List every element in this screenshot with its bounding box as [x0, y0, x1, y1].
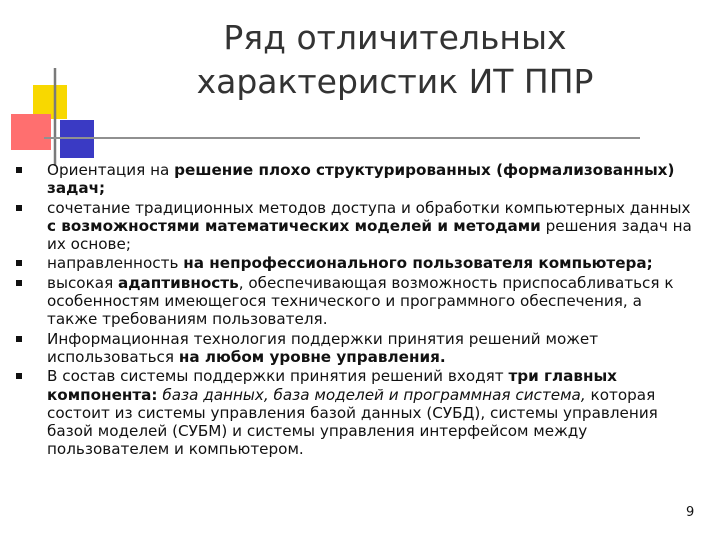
- bullet-text-run: Ориентация на: [47, 161, 175, 179]
- bullet-text-run: , обеспечивающая возможность приспосабливаться к особенностям имеющегося технического и программного обеспечения, а также требованиям пользователя.: [47, 273, 674, 329]
- bullet-text-run: адаптивность: [118, 273, 239, 292]
- slide-title: [160, 16, 630, 104]
- bullet-text-run: В состав системы поддержки принятия решений входят: [47, 367, 509, 386]
- bullet-item: [14, 199, 694, 254]
- bullet-list: [14, 161, 694, 460]
- red-square: [11, 114, 51, 150]
- title-line-1: Ряд отличительных: [223, 18, 567, 57]
- bullet-marker-icon: [16, 280, 22, 286]
- page-number: 9: [686, 505, 695, 520]
- bullet-marker-icon: [16, 205, 22, 211]
- bullet-item: [14, 254, 694, 272]
- bullet-text-run: на непрофессионального пользователя компьютера;: [183, 254, 653, 273]
- bullet-text-run: на любом уровне управления.: [178, 347, 446, 366]
- bullet-text-run: которая состоит из системы управления базой данных (СУБД), системы управления базой моделей (СУБМ) и системы управления интерфейсом между пользователем и компьютером.: [47, 385, 658, 459]
- bullet-text-run: с возможностями математических моделей и методами: [47, 216, 541, 235]
- bullet-item: [14, 161, 694, 198]
- bullet-marker-icon: [16, 167, 22, 173]
- bullet-text-run: Информационная технология поддержки принятия решений может использоваться: [47, 329, 599, 366]
- bullet-text-run: решение плохо структурированных (формализованных) задач;: [47, 161, 675, 198]
- bullet-marker-icon: [16, 336, 22, 342]
- bullet-item: [14, 367, 694, 458]
- bullet-item: [14, 274, 694, 329]
- bullet-text-run: сочетание традиционных методов доступа и обработки компьютерных данных: [47, 198, 691, 217]
- bullet-marker-icon: [16, 373, 22, 379]
- bullet-text-run: три главных компонента:: [47, 367, 617, 404]
- bullet-text-run: направленность: [47, 254, 184, 273]
- yellow-square: [33, 85, 67, 119]
- bullet-text-run: высокая: [47, 273, 119, 292]
- title-line-2: характеристик ИТ ППР: [196, 62, 594, 101]
- bullet-text-run: решения задач на их основе;: [47, 216, 692, 254]
- bullet-text-run: база данных, база моделей и программная система,: [162, 385, 586, 404]
- bullet-marker-icon: [16, 260, 22, 266]
- bullet-item: [14, 330, 694, 367]
